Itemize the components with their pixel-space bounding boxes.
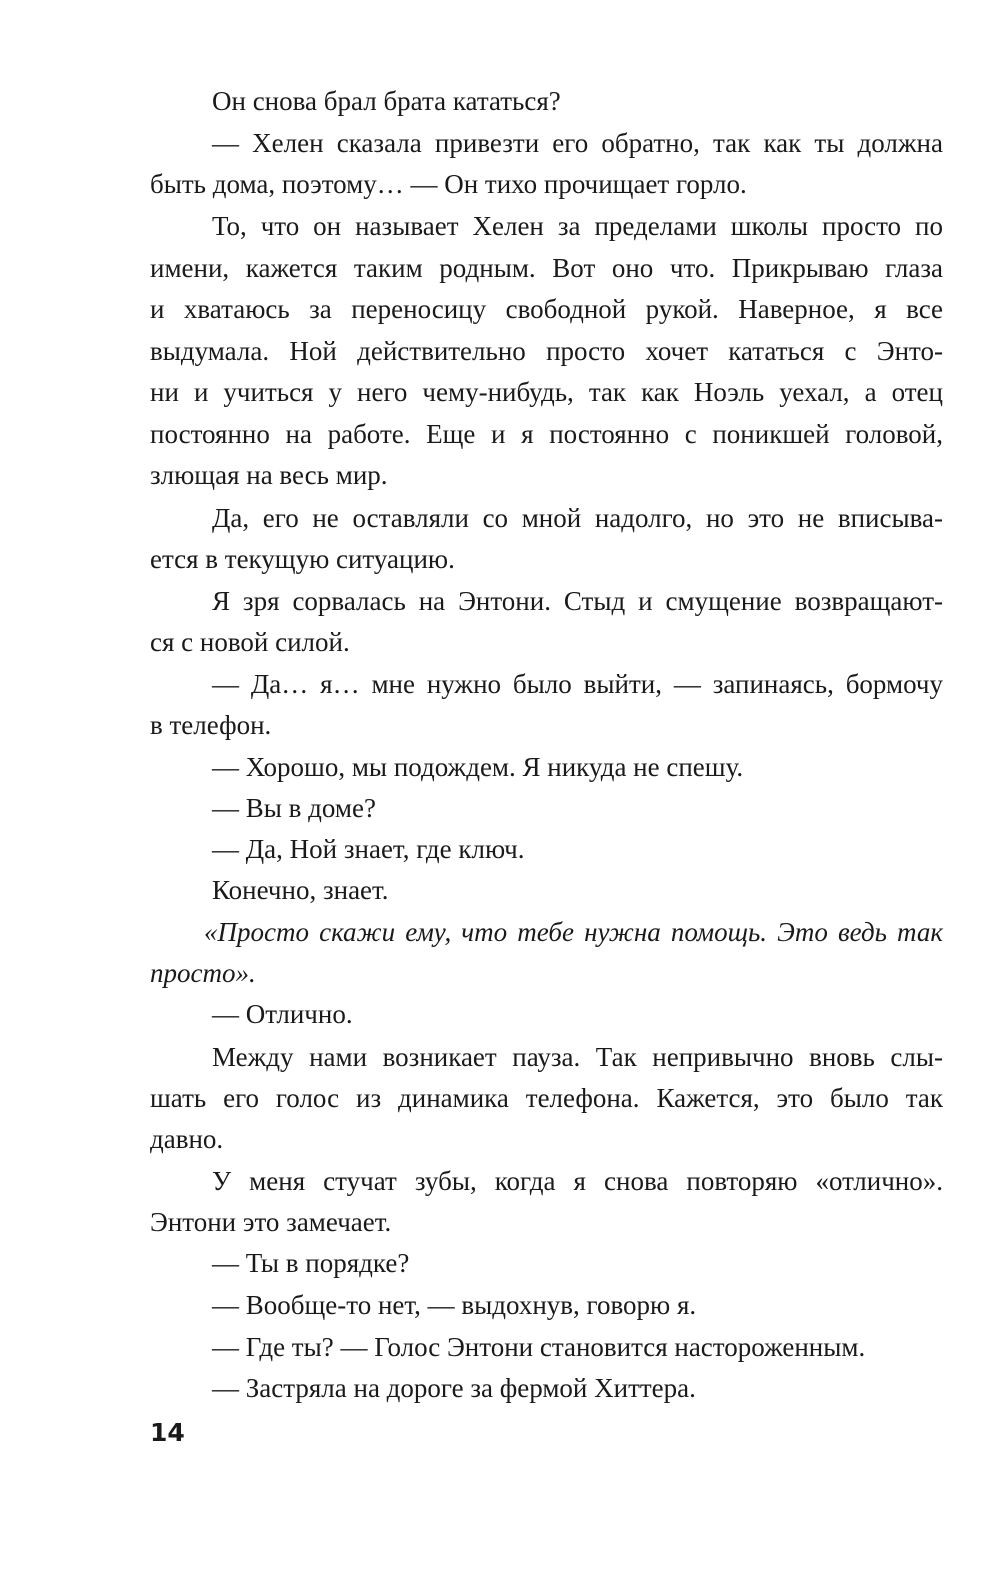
text-line: То, что он называет Хелен за пределами школы просто по: [212, 211, 943, 241]
text-line: — Хелен сказала привезти его обратно, так как ты должна: [212, 128, 943, 158]
text-line: Между нами возникает пауза. Так непривычно вновь слы-: [212, 1042, 943, 1072]
text-line: Я зря сорвалась на Энтони. Стыд и смущение возвращают-: [212, 586, 943, 616]
text-line: ся с новой силой.: [150, 627, 350, 657]
text-line: — Да, Ной знает, где ключ.: [212, 834, 525, 864]
text-line: в телефон.: [150, 710, 272, 740]
text-line: выдумала. Ной действительно просто хочет кататься с Энто-: [150, 336, 943, 366]
text-line: — Где ты? — Голос Энтони становится настороженным.: [212, 1332, 866, 1362]
text-line: Конечно, знает.: [212, 875, 389, 905]
italic-text-line: «Просто скажи ему, что тебе нужна помощь. Это ведь так: [204, 917, 943, 947]
text-line: ни и учиться у него чему-нибудь, так как Ноэль уехал, а отец: [150, 377, 943, 407]
text-line: быть дома, поэтому… — Он тихо прочищает горло.: [150, 169, 747, 199]
text-line: злющая на весь мир.: [150, 460, 388, 490]
text-line: Да, его не оставляли со мной надолго, но это не вписыва-: [212, 503, 943, 533]
text-line: и хватаюсь за переносицу свободной рукой. Наверное, я все: [150, 294, 943, 324]
text-line: имени, кажется таким родным. Вот оно что. Прикрываю глаза: [150, 253, 943, 283]
text-line: постоянно на работе. Еще и я постоянно с поникшей головой,: [150, 419, 943, 449]
text-line: шать его голос из динамика телефона. Кажется, это было так: [150, 1083, 943, 1113]
text-line: Он снова брал брата кататься?: [212, 86, 561, 116]
text-line: — Вы в доме?: [212, 793, 376, 823]
text-line: Энтони это замечает.: [150, 1207, 392, 1237]
text-line: — Да… я… мне нужно было выйти, — запинаясь, бормочу: [212, 669, 943, 699]
text-line: — Отлично.: [212, 999, 353, 1029]
page-number: 14: [150, 1418, 185, 1447]
text-line: давно.: [150, 1124, 224, 1154]
text-line: — Вообще-то нет, — выдохнув, говорю я.: [212, 1290, 697, 1320]
text-line: — Хорошо, мы подождем. Я никуда не спешу.: [212, 752, 744, 782]
text-line: ется в текущую ситуацию.: [150, 544, 455, 574]
text-line: У меня стучат зубы, когда я снова повторяю «отлично».: [212, 1166, 943, 1196]
text-line: — Ты в порядке?: [212, 1248, 410, 1278]
text-line: — Застряла на дороге за фермой Хиттера.: [212, 1373, 696, 1403]
italic-text-line: просто».: [150, 958, 256, 988]
